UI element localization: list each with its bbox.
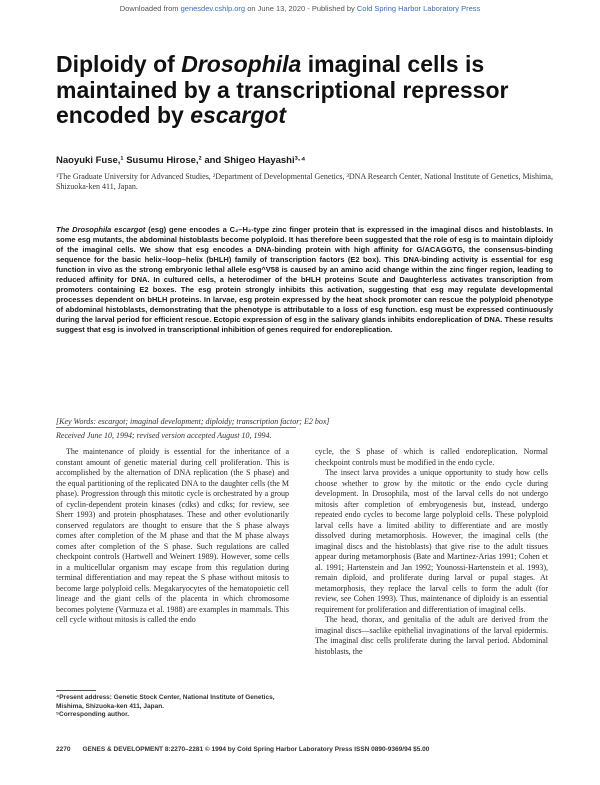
keywords: [Key Words: escargot; imaginal development; diploidy; transcription factor; E2 box] — [56, 417, 330, 426]
journal-citation: GENES & DEVELOPMENT 8:2270–2281 © 1994 by Cold Spring Harbor Laboratory Press ISSN 0890-9369/94 $5.00 — [82, 746, 430, 753]
body-column-left — [56, 447, 289, 675]
footnote-present-address: ⁴Present address: Genetic Stock Center, National Institute of Genetics, Mishima, Shizuoka-ken 411, Japan. — [56, 694, 275, 710]
title-part-4: escargot — [190, 102, 287, 128]
body-paragraph: The head, thorax, and genitalia of the adult are derived from the imaginal discs—saclike epithelial invaginations of the larval epidermis. The imaginal disc cells proliferate during the larval period. Abdominal histoblasts, the — [315, 615, 548, 656]
body-column-right — [315, 447, 548, 742]
download-middle: on June 13, 2020 - Published by — [245, 4, 357, 13]
title-part-3: imaginal cells is maintained by a transcriptional repressor encoded by — [56, 51, 509, 128]
footnotes — [56, 694, 289, 720]
page-number: 2270 — [56, 746, 71, 753]
body-paragraph: The maintenance of ploidy is essential for the inheritance of a constant amount of genetic material during cell proliferation. This is accomplished by the alternation of DNA replication (the S phase) and the equal partitioning of the replicated DNA to the daughter cells (the M phase). Progression through this mitotic cycle is orchestrated by a group of cyclin-dependent protein kinases (cdks) and cdks; for review, see Sherr 1993) and protein phosphatases. These and other evolutionarily conserved regulators are thought to ensure that the S phase always comes after completion of the M phase and that the M phase always comes after completion of the S phase. Such regulations are called checkpoint controls (Hartwell and Weinert 1989). However, some cells in a multicellular organism may escape from this regulation during terminal differentiation and may repeat the S phase without mitosis to become large polyploid cells. Megakaryocytes of the hematopoietic cell lineage and the giant cells of the placenta in which chromosome becomes polytene (Varmuza et al. 1988) are examples in mammals. This cell cycle without mitosis is called the endo — [56, 447, 289, 624]
abstract-lead: The Drosophila escargot — [56, 225, 146, 234]
author-list: Naoyuki Fuse,¹ Susumu Hirose,² and Shigeo Hayashi³·⁴ — [56, 155, 306, 166]
received-dates: Received June 10, 1994; revised version accepted August 10, 1994. — [56, 431, 272, 440]
article-title — [56, 52, 556, 129]
body-paragraph: The insect larva provides a unique opportunity to study how cells choose whether to grow by the mitotic or the endo cycle during development. In Drosophila, most of the larval cells do not undergo mitosis after completion of embryogenesis but, instead, undergo repeated endo cycles to become large polyploid cells. These polyploid larval cells have a limited ability to differentiate and are mostly dissolved during metamorphosis. However, the imaginal cells (the imaginal discs and the histoblasts) that give rise to the adult tissues appear during metamorphosis (Bate and Martinez-Arias 1991; Cohen et al. 1991; Hartenstein and Jan 1992; Younossi-Hartenstein et al. 1993), remain diploid, and proliferate during larval or pupal stages. At metamorphosis, they replace the larval cells to form the adult (for review, see Cohen 1993). Thus, maintenance of diploidy is an essential requirement for proliferation and differentiation of imaginal cells. — [315, 468, 548, 614]
download-prefix: Downloaded from — [119, 4, 181, 13]
footnote-divider — [56, 690, 96, 691]
publisher-link[interactable]: Cold Spring Harbor Laboratory Press — [356, 4, 481, 13]
footnote-corresponding: ⁵Corresponding author. — [56, 711, 130, 718]
download-banner — [0, 4, 600, 13]
journal-site-link[interactable]: genesdev.cshlp.org — [180, 4, 246, 13]
title-part-2: Drosophila — [181, 51, 302, 77]
abstract-text: (esg) gene encodes a C₂–H₂-type zinc finger protein that is expressed in the imaginal discs and histoblasts. In some esg mutants, the abdominal histoblasts become polyploid. It has therefore been suggested that the role of esg is to maintain diploidy of the imaginal cells. We show that esg encodes a DNA-binding protein with high affinity for G/ACAGGTG, the consensus-binding sequence for the basic helix–loop–helix (bHLH) family of transcription factors (E2 box). This DNA-binding activity is essential for esg function in vivo as the strong embryonic lethal allele esg^V58 is caused by an amino acid change within the zinc finger region, leading to reduced affinity for DNA. In cultured cells, a heterodimer of the bHLH proteins Scute and Daughterless activates transcription from promoters containing E2 boxes. The esg protein strongly inhibits this activation, suggesting that esg may regulate developmental processes dependent on bHLH proteins. In larvae, esg protein expressed by the heat shock promoter can rescue the polyploid phenotype of abdominal histoblasts, demonstrating that the phenotype is attributable to a loss of esg function. esg must be expressed continuously during the larval period for efficient rescue. Ectopic expression of esg in the salivary glands inhibits endoreplication of DNA. These results suggest that esg is involved in transcriptional inhibition of genes required for endoreplication. — [56, 225, 553, 334]
title-part-1: Diploidy of — [56, 51, 182, 77]
keywords-divider — [56, 427, 296, 428]
affiliations: ¹The Graduate University for Advanced Studies, ²Department of Developmental Genetics, ³DNA Research Center, National Institute of Genetics, Mishima, Shizuoka-ken 411, Japan. — [56, 172, 553, 191]
abstract — [56, 225, 553, 335]
page-footer — [56, 746, 556, 753]
body-paragraph: cycle, the S phase of which is called endoreplication. Normal checkpoint controls must be modified in the endo cycle. — [315, 447, 548, 467]
